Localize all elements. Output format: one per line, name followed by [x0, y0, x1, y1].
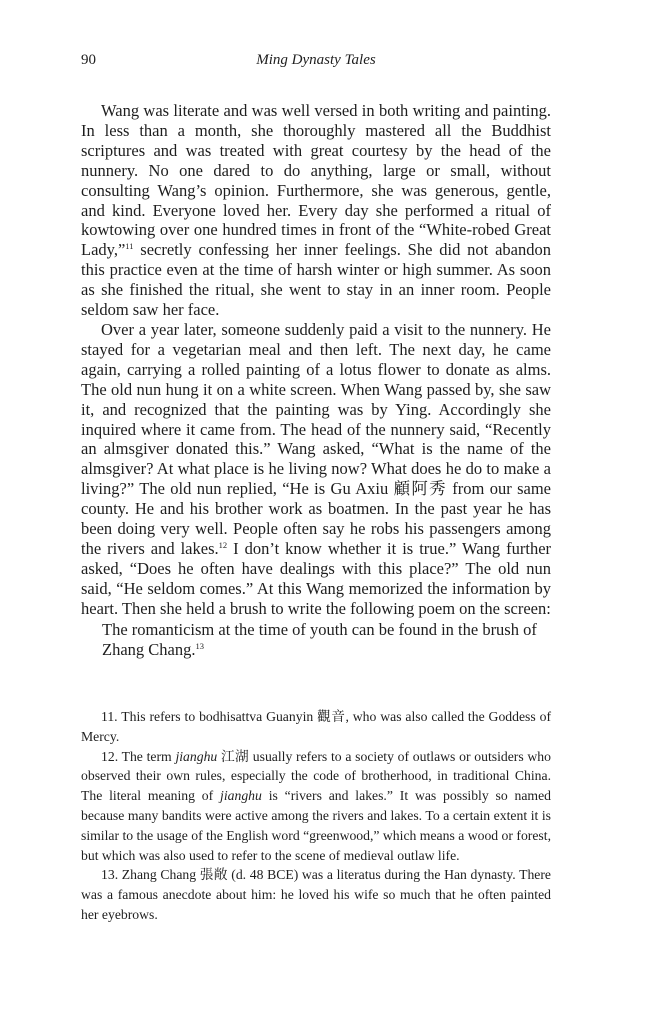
footnote-ref-13: 13: [195, 641, 204, 651]
page-header: [81, 52, 551, 74]
paragraph-1-text-a: Wang was literate and was well versed in both writing and painting. In less than a month, she thoroughly mastered all the Buddhist scriptures and was treated with great courtesy by the head of the nunnery. No one dared to do anything, large or small, without consulting Wang’s opinion. Furthermore, she was generous, gentle, and kind. Everyone loved her. Every day she performed a ritual of kowtowing over one hundred times in front of the “White-robed Great Lady,”: [81, 101, 551, 260]
footnote-12-text-a: 12. The term: [101, 748, 176, 764]
poem-block: [102, 620, 542, 660]
footnote-12-term-jianghu-2: jianghu: [220, 788, 262, 804]
paragraph-1: [81, 101, 551, 320]
footnote-ref-11: 11: [125, 241, 134, 252]
running-title: Ming Dynasty Tales: [256, 52, 376, 68]
footnote-12-text-b: 江湖 usually refers to a society of outlaws or outsiders who observed their own rules, especially the code of brotherhood, in traditional China. The literal meaning of: [81, 748, 551, 804]
footnotes: [81, 707, 551, 925]
page-number: 90: [81, 52, 96, 68]
footnote-11: 11. This refers to bodhisattva Guanyin 觀音, who was also called the Goddess of Mercy.: [81, 709, 551, 744]
poem-line: [102, 620, 542, 660]
poem-text: The romanticism at the time of youth can be found in the brush of Zhang Chang.: [102, 620, 537, 659]
paragraph-1-text-b: secretly confessing her inner feelings. She did not abandon this practice even at the time of harsh winter or high summer. As soon as she finished the ritual, she went to stay in an inner room. People seldom saw her face.: [81, 240, 551, 320]
paragraph-2-text-b: I don’t know whether it is true.” Wang further asked, “Does he often have dealings with this place?” The old nun said, “He seldom comes.” At this Wang memorized the information by heart. Then she held a brush to write the following poem on the screen:: [81, 538, 552, 618]
paragraph-2-text-a: Over a year later, someone suddenly paid a visit to the nunnery. He stayed for a vegetarian meal and then left. The next day, he came again, carrying a rolled painting of a lotus flower to donate as alms. The old nun hung it on a white screen. When Wang passed by, she saw it, and recognized that the painting was by Ying. Accordingly she inquired where it came from. The head of the nunnery said, “Recently an almsgiver donated this.” Wang asked, “What is the name of the almsgiver? At what place is he living now? What does he do to make a living?” The old nun replied, “He is Gu Axiu 顧阿秀 from our same county. He and his brother work as boatmen. In the past year he has been doing very well. People often say he robs his passengers among the rivers and lakes.: [81, 319, 551, 558]
footnote-12-term-jianghu: jianghu: [175, 748, 218, 764]
paragraph-2: [81, 320, 551, 619]
footnote-12: [81, 747, 551, 866]
footnote-13: 13. Zhang Chang 張敞 (d. 48 BCE) was a literatus during the Han dynasty. There was a famous anecdote about him: he loved his wife so much that he often painted her eyebrows.: [81, 867, 551, 922]
footnote-12-text-c: is “rivers and lakes.” It was possibly so named because many bandits were active among the rivers and lakes. To a certain extent it is similar to the usage of the English word “greenwood,” which means a wood or forest, but which was also used to refer to the scene of medieval outlaw life.: [81, 788, 551, 863]
body-text: [81, 101, 551, 619]
footnote-ref-12: 12: [218, 539, 228, 550]
